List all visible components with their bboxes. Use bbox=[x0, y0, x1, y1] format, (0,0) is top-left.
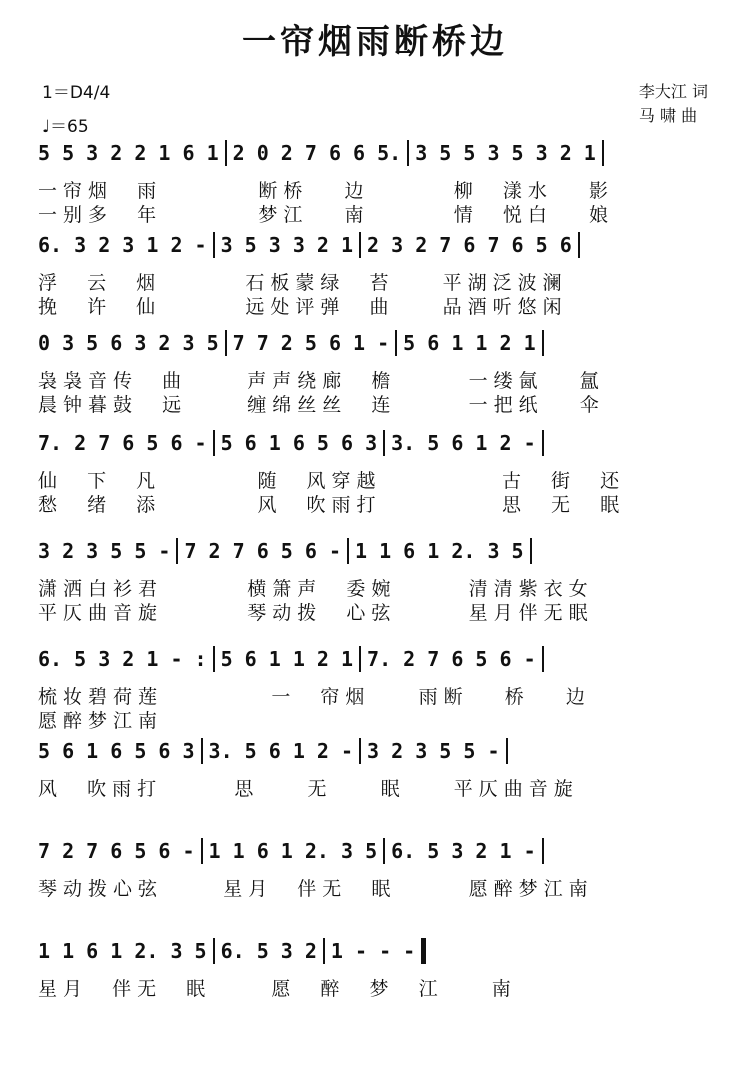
bar-line bbox=[578, 232, 580, 258]
notation-line bbox=[38, 330, 550, 356]
lyric-line: 愁 绪 添 风 吹雨打 思 无 眠 bbox=[38, 494, 626, 516]
notation-line bbox=[38, 938, 432, 964]
tempo-marking: ♩＝65 bbox=[42, 117, 89, 137]
bar-line bbox=[213, 430, 215, 456]
notation-line bbox=[38, 232, 586, 258]
bar-line bbox=[347, 538, 349, 564]
bar-line bbox=[213, 938, 215, 964]
music-system bbox=[0, 232, 750, 332]
lyric-line: 一别多 年 梦江 南 情 悦白 娘 bbox=[38, 204, 614, 226]
lyric-line: 平仄曲音旋 琴动拨 心弦 星月伴无眠 bbox=[38, 602, 594, 624]
bar-line bbox=[395, 330, 397, 356]
music-system bbox=[0, 140, 750, 240]
lyricist-credit: 李大江 词 bbox=[638, 82, 708, 101]
lyric-line: 一帘烟 雨 断桥 边 柳 漾水 影 bbox=[38, 180, 614, 202]
measure: 5 6 1 1 2 1 bbox=[403, 331, 536, 355]
measure: 7. 2 7 6 5 6 - bbox=[367, 647, 536, 671]
music-system bbox=[0, 538, 750, 638]
bar-line bbox=[602, 140, 604, 166]
bar-line bbox=[421, 938, 426, 964]
music-system bbox=[0, 938, 750, 1038]
measure: 5 5 3 2 2 1 6 1 bbox=[38, 141, 219, 165]
music-system bbox=[0, 430, 750, 530]
bar-line bbox=[542, 430, 544, 456]
bar-line bbox=[213, 232, 215, 258]
measure: 5 6 1 6 5 6 3 bbox=[220, 431, 378, 455]
measure: 1 1 6 1 2. 3 5 bbox=[355, 539, 524, 563]
music-system bbox=[0, 330, 750, 430]
lyric-line: 潇洒白衫君 横箫声 委婉 清清紫衣女 bbox=[38, 578, 594, 600]
lyric-line: 浮 云 烟 石板蒙绿 苔 平湖泛波澜 bbox=[38, 272, 568, 294]
measure: 3. 5 6 1 2 - bbox=[208, 739, 354, 763]
lyric-line: 星月 伴无 眠 愿 醉 梦 江 南 bbox=[38, 978, 517, 1000]
notation-line bbox=[38, 738, 514, 764]
lyric-line: 梳妆碧荷莲 一 帘烟 雨断 桥 边 bbox=[38, 686, 591, 708]
bar-line bbox=[201, 738, 203, 764]
bar-line bbox=[530, 538, 532, 564]
bar-line bbox=[542, 330, 544, 356]
measure: 2 0 2 7 6 6 5. bbox=[232, 141, 402, 165]
lyric-line: 袅袅音传 曲 声声绕廊 檐 一缕氤 氲 bbox=[38, 370, 605, 392]
bar-line bbox=[506, 738, 508, 764]
measure: 0 3 5 6 3 2 3 5 bbox=[38, 331, 219, 355]
bar-line bbox=[213, 646, 215, 672]
credits bbox=[639, 80, 708, 128]
measure: 1 - - - bbox=[330, 939, 416, 963]
bar-line bbox=[176, 538, 178, 564]
measure: 6. 5 3 2 1 - : bbox=[38, 647, 207, 671]
measure: 5 6 1 6 5 6 3 bbox=[38, 739, 195, 763]
measure: 3. 5 6 1 2 - bbox=[391, 431, 536, 455]
bar-line bbox=[407, 140, 409, 166]
measure: 7 7 2 5 6 1 - bbox=[232, 331, 390, 355]
measure: 3 5 5 3 5 3 2 1 bbox=[415, 141, 596, 165]
lyric-line: 风 吹雨打 思 无 眠 平仄曲音旋 bbox=[38, 778, 579, 800]
measure: 6. 5 3 2 bbox=[220, 939, 317, 963]
measure: 5 6 1 1 2 1 bbox=[220, 647, 354, 671]
measure: 2 3 2 7 6 7 6 5 6 bbox=[367, 233, 572, 257]
music-system bbox=[0, 838, 750, 938]
measure: 3 5 3 3 2 1 bbox=[220, 233, 354, 257]
measure: 6. 3 2 3 1 2 - bbox=[38, 233, 207, 257]
bar-line bbox=[383, 838, 385, 864]
notation-line bbox=[38, 838, 550, 864]
song-title: 一帘烟雨断桥边 bbox=[242, 22, 508, 62]
measure: 7. 2 7 6 5 6 - bbox=[38, 431, 207, 455]
measure: 7 2 7 6 5 6 - bbox=[38, 839, 195, 863]
lyric-line: 琴动拨心弦 星月 伴无 眠 愿醉梦江南 bbox=[38, 878, 594, 900]
bar-line bbox=[359, 738, 361, 764]
measure: 3 2 3 5 5 - bbox=[38, 539, 171, 563]
bar-line bbox=[542, 838, 544, 864]
notation-line bbox=[38, 538, 538, 564]
key-signature: 1＝D4/4 bbox=[42, 83, 111, 103]
bar-line bbox=[542, 646, 544, 672]
lyric-line: 晨钟暮鼓 远 缠绵丝丝 连 一把纸 伞 bbox=[38, 394, 605, 416]
measure: 6. 5 3 2 1 - bbox=[391, 839, 536, 863]
lyric-line: 仙 下 凡 随 风穿越 古 街 还 bbox=[38, 470, 626, 492]
music-system bbox=[0, 646, 750, 746]
measure: 7 2 7 6 5 6 - bbox=[184, 539, 341, 563]
notation-line bbox=[38, 646, 550, 672]
bar-line bbox=[383, 430, 385, 456]
notation-line bbox=[38, 140, 610, 166]
music-system bbox=[0, 738, 750, 838]
lyric-line: 愿醉梦江南 bbox=[38, 710, 164, 732]
measure: 1 1 6 1 2. 3 5 bbox=[208, 839, 378, 863]
measure: 3 2 3 5 5 - bbox=[367, 739, 500, 763]
measure: 1 1 6 1 2. 3 5 bbox=[38, 939, 207, 963]
bar-line bbox=[323, 938, 325, 964]
lyric-line: 挽 许 仙 远处评弹 曲 品酒听悠闲 bbox=[38, 296, 568, 318]
composer-credit: 马 啸 曲 bbox=[638, 106, 698, 125]
bar-line bbox=[359, 232, 361, 258]
bar-line bbox=[201, 838, 203, 864]
notation-line bbox=[38, 430, 550, 456]
bar-line bbox=[225, 330, 227, 356]
bar-line bbox=[359, 646, 361, 672]
bar-line bbox=[225, 140, 227, 166]
